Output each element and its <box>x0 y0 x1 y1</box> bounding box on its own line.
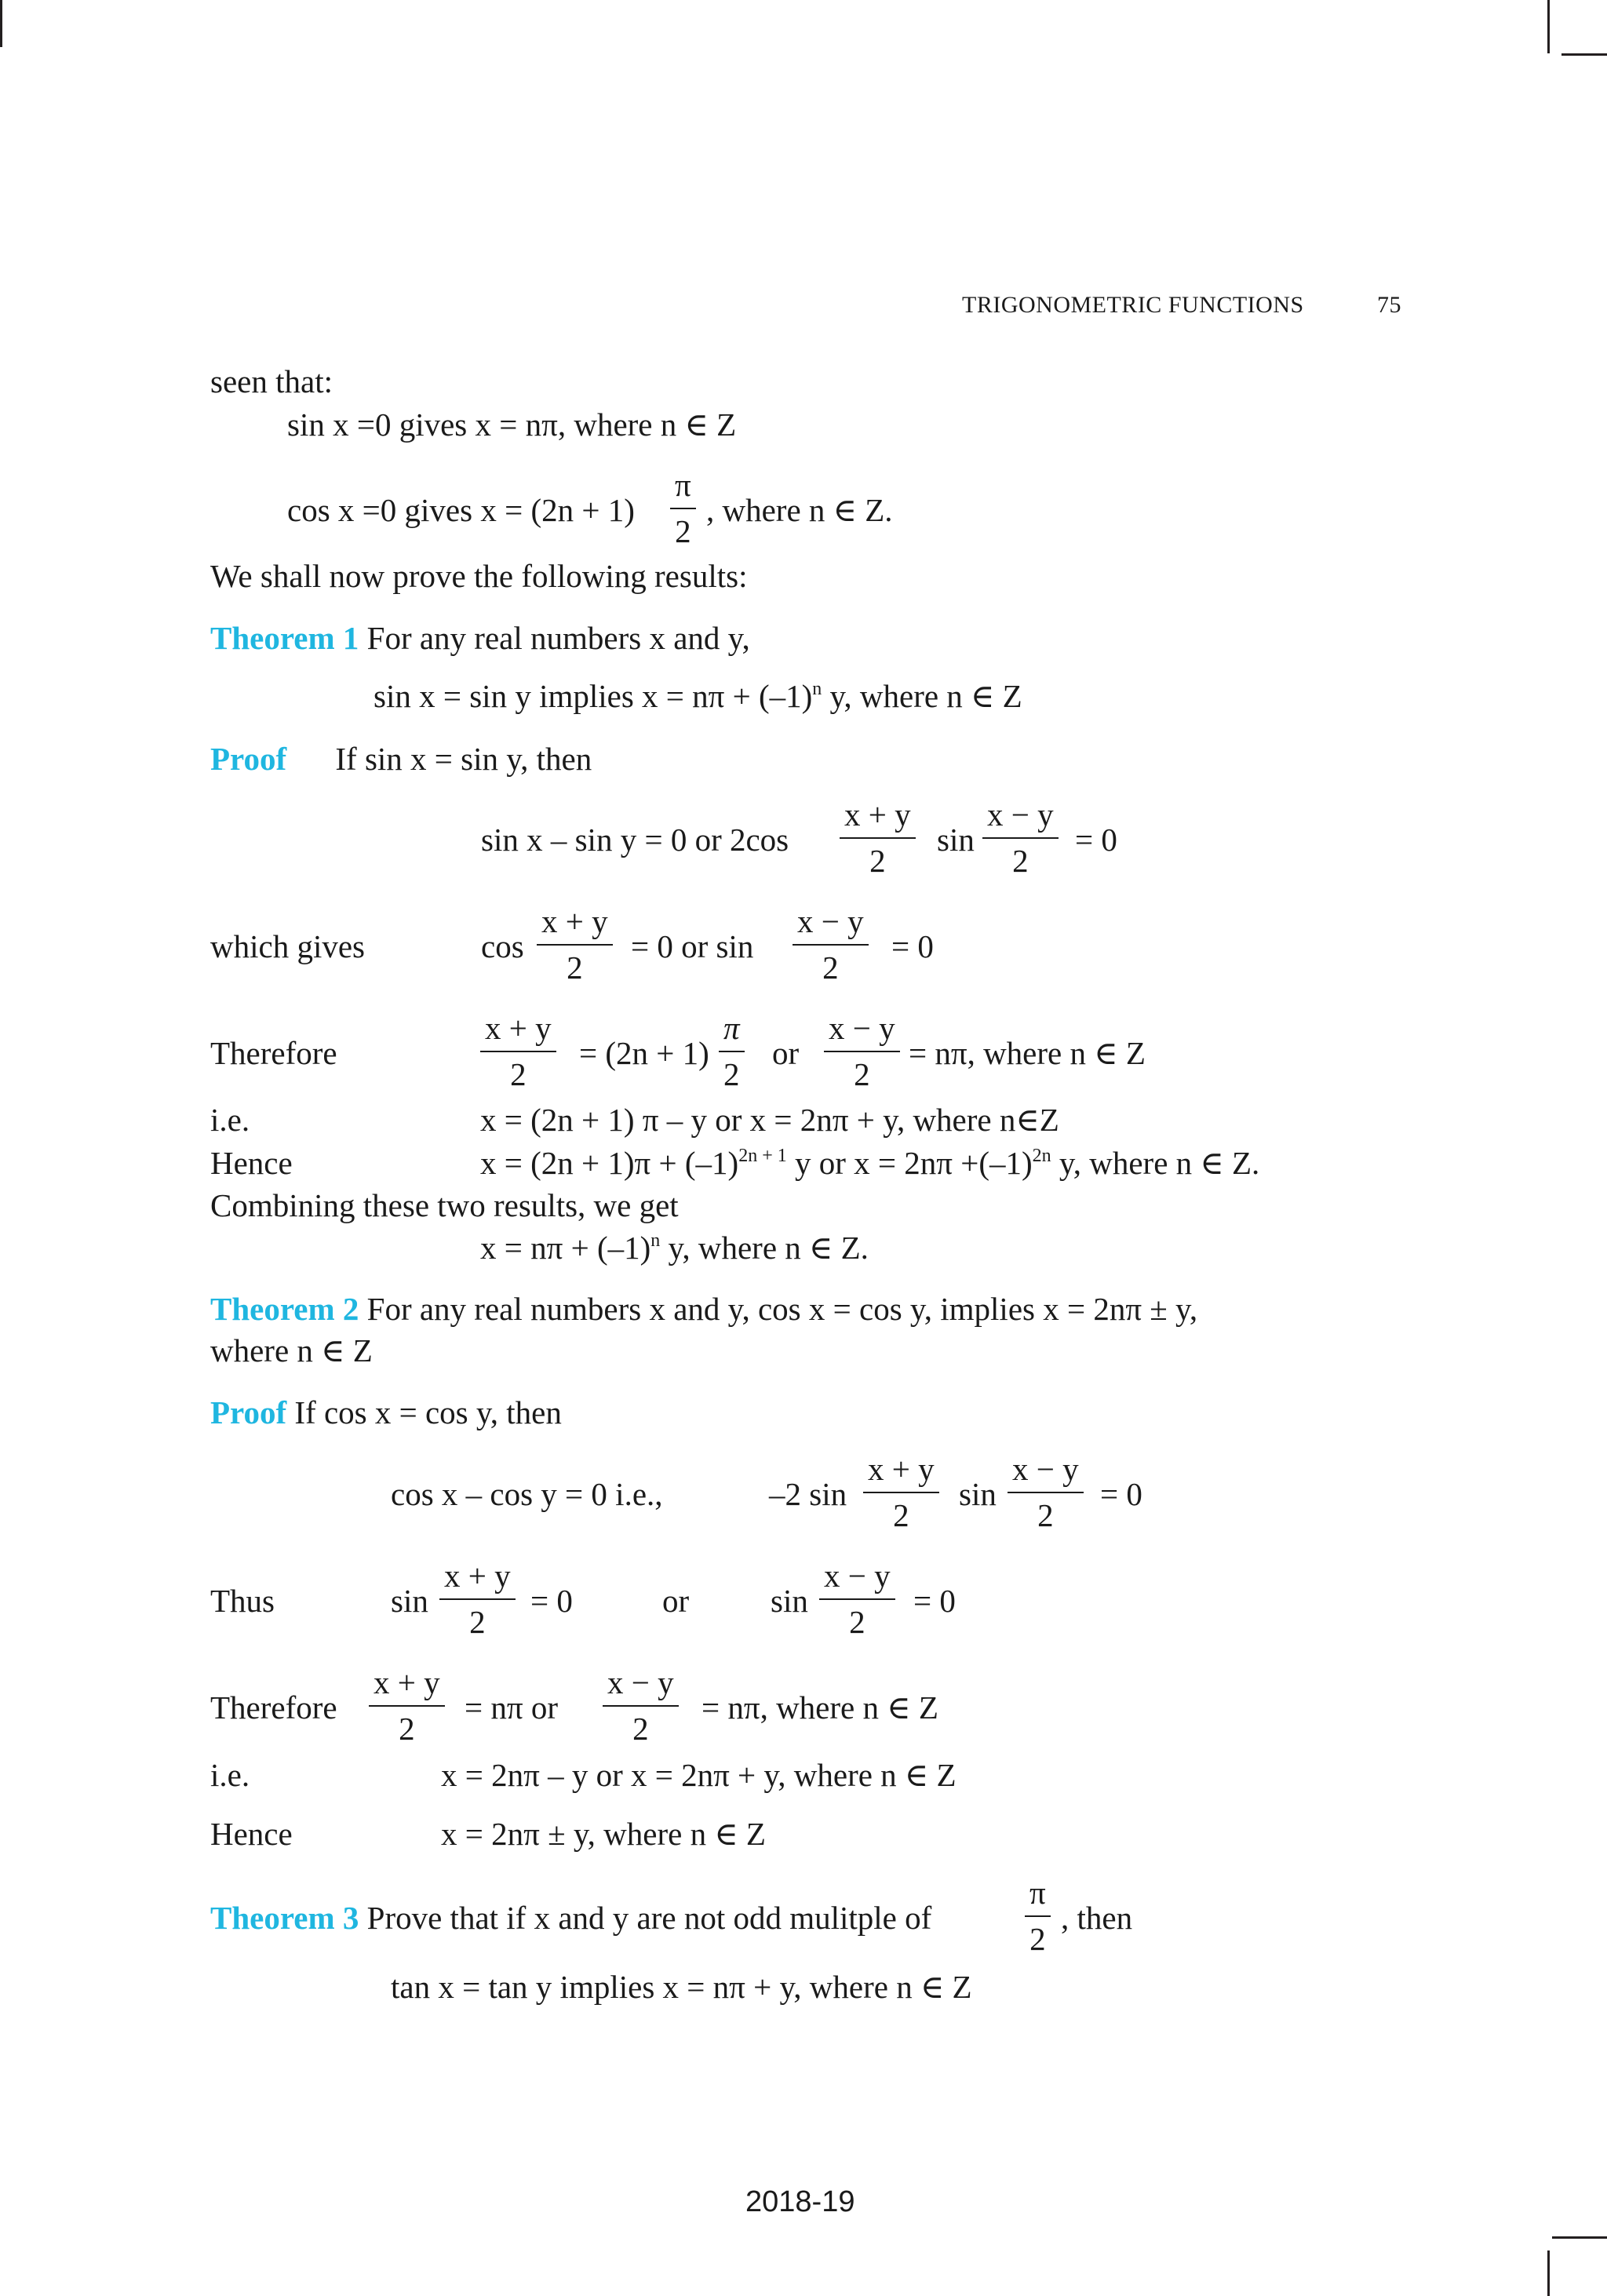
t1-eq3-mid: = (2n + 1) <box>579 1035 709 1071</box>
thus-label: Thus <box>210 1583 275 1619</box>
t1-eq2-cos: cos <box>481 928 524 964</box>
fraction-numerator: π <box>675 467 691 503</box>
theorem3-statement: tan x = tan y implies x = nπ + y, where n ∈ Z <box>391 1969 972 2005</box>
t2-eq1-end: = 0 <box>1100 1476 1142 1512</box>
proof-text: If sin x = sin y, then <box>335 741 592 777</box>
intro-cos-right: , where n ∈ Z. <box>706 492 893 528</box>
ie-label: i.e. <box>210 1757 250 1793</box>
fraction-x-minus-y-over-2: $\frac{x - y}{2}$ <box>793 906 869 984</box>
t2-eq3-mid: = nπ or <box>465 1689 558 1726</box>
t1-eq2-end: = 0 <box>891 928 934 964</box>
theorem3-label: Theorem 3 <box>210 1900 359 1936</box>
intro-sin-line: sin x =0 gives x = nπ, where n ∈ Z <box>287 406 737 443</box>
theorem2-text2: where n ∈ Z <box>210 1332 373 1368</box>
theorem2-proof <box>210 1394 562 1430</box>
t2-hence-line: x = 2nπ ± y, where n ∈ Z <box>441 1816 766 1852</box>
proof-label: Proof <box>210 741 287 777</box>
hence-label: Hence <box>210 1816 293 1852</box>
fraction-x-plus-y-over-2: $\frac{x + y}{2}$ <box>537 906 613 984</box>
theorem3-heading <box>210 1902 931 1934</box>
t2-eq1-left: cos x – cos y = 0 i.e., <box>391 1476 663 1512</box>
fraction-x-plus-y-over-2: $\frac{x + y}{2}$ <box>439 1560 516 1638</box>
theorem1-label: Theorem 1 <box>210 620 359 656</box>
t1-eq1-end: = 0 <box>1075 822 1117 858</box>
theorem1-heading <box>210 622 750 654</box>
ie-label: i.e. <box>210 1102 250 1138</box>
fraction-x-minus-y-over-2: $\frac{x - y}{2}$ <box>819 1560 895 1638</box>
t2-eq3-end: = nπ, where n ∈ Z <box>701 1689 938 1726</box>
t2-thus-eq1: = 0 <box>530 1583 573 1619</box>
t1-final-line: $x = n\pi + (-1)^n$ y, where n ∈ Z. <box>480 1230 869 1266</box>
crop-mark-bottom-right-horizontal <box>1552 2236 1607 2239</box>
theorem1-proof <box>210 743 592 775</box>
fraction-x-minus-y-over-2: $\frac{x - y}{2}$ <box>824 1012 900 1091</box>
fraction-denominator: 2 <box>670 508 696 548</box>
theorem1-statement: sin x = sin y implies $x = n\pi + (-1)^n$ y, where n ∈ Z <box>374 678 1022 714</box>
t1-eq3-or: or <box>772 1035 800 1071</box>
theorem1-text: For any real numbers x and y, <box>359 620 750 656</box>
fraction-x-plus-y-over-2: $\frac{x + y}{2}$ <box>840 799 916 877</box>
footer-year: 2018-19 <box>745 2185 855 2218</box>
proof-text: If cos x = cos y, then <box>286 1394 562 1430</box>
combining-text: Combining these two results, we get <box>210 1187 679 1223</box>
fraction-x-minus-y-over-2: $\frac{x - y}{2}$ <box>1008 1453 1084 1532</box>
fraction-pi-over-2 <box>670 469 696 548</box>
therefore-label: Therefore <box>210 1689 337 1726</box>
crop-mark-top-right-vertical <box>1547 0 1550 53</box>
theorem2-label: Theorem 2 <box>210 1291 359 1327</box>
running-title: TRIGONOMETRIC FUNCTIONS <box>962 292 1304 318</box>
t1-eq1-left: sin x – sin y = 0 or 2cos <box>481 822 789 858</box>
crop-mark-top-left <box>0 0 2 47</box>
intro-prove: We shall now prove the following results: <box>210 558 748 594</box>
t2-thus-or: or <box>662 1583 690 1619</box>
fraction-x-minus-y-over-2: $\frac{x - y}{2}$ <box>603 1667 679 1745</box>
crop-mark-bottom-right-vertical <box>1547 2250 1550 2296</box>
t1-hence-line: $x = (2n + 1)\pi + (-1)^{2n + 1}$ y or $x = 2n\pi +(-1)^{2n}$ y, where n ∈ Z. <box>480 1145 1260 1181</box>
t2-eq1-neg: –2 sin <box>769 1476 847 1512</box>
t1-eq3-end: = nπ, where n ∈ Z <box>909 1035 1146 1071</box>
fraction-pi-over-2: $\frac{\pi}{2}$ <box>1025 1877 1051 1955</box>
page-number: 75 <box>1377 292 1401 318</box>
theorem2-heading <box>210 1293 1197 1325</box>
t2-thus-eq2: = 0 <box>913 1583 956 1619</box>
fraction-pi-over-2: $\frac{\pi}{2}$ <box>719 1012 745 1091</box>
therefore-label: Therefore <box>210 1035 337 1071</box>
t1-eq1-mid: sin <box>937 822 975 858</box>
hence-label: Hence <box>210 1145 293 1181</box>
theorem3-then: , then <box>1061 1900 1133 1936</box>
t1-eq2-mid: = 0 or sin <box>631 928 754 964</box>
t2-thus-sin2: sin <box>771 1583 808 1619</box>
t2-thus-sin1: sin <box>391 1583 428 1619</box>
fraction-x-plus-y-over-2: $\frac{x + y}{2}$ <box>480 1012 556 1091</box>
fraction-x-minus-y-over-2: $\frac{x - y}{2}$ <box>982 799 1059 877</box>
theorem2-text: For any real numbers x and y, cos x = cos y, implies x = 2nπ ± y, <box>359 1291 1198 1327</box>
crop-mark-top-right-horizontal <box>1561 53 1607 56</box>
fraction-x-plus-y-over-2: $\frac{x + y}{2}$ <box>369 1667 445 1745</box>
intro-seen: seen that: <box>210 363 333 399</box>
t2-eq1-mid: sin <box>959 1476 997 1512</box>
intro-cos-left: cos x =0 gives x = (2n + 1) <box>287 492 635 528</box>
proof-label: Proof <box>210 1394 287 1430</box>
fraction-x-plus-y-over-2: $\frac{x + y}{2}$ <box>863 1453 939 1532</box>
t1-ie-line: x = (2n + 1) π – y or x = 2nπ + y, where n∈Z <box>480 1102 1059 1138</box>
theorem3-text: Prove that if x and y are not odd mulitple of <box>359 1900 932 1936</box>
t2-ie-line: x = 2nπ – y or x = 2nπ + y, where n ∈ Z <box>441 1757 957 1793</box>
which-gives-label: which gives <box>210 928 365 964</box>
